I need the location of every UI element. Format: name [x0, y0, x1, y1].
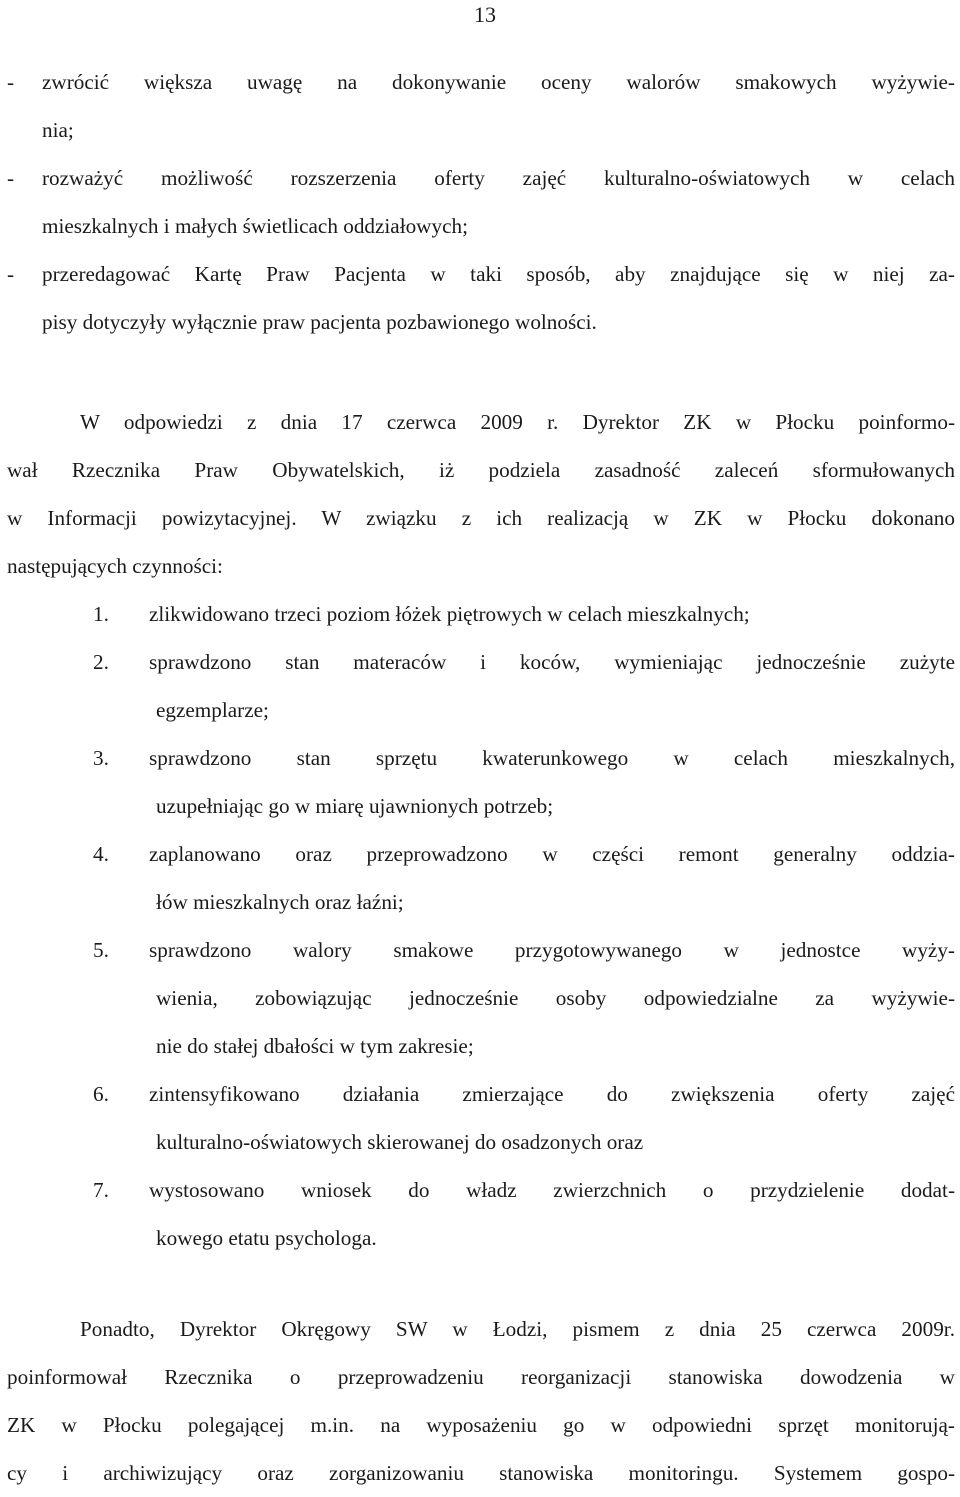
- item-text: sprawdzono walory smakowe przygotowywanego w jednostce wyży-: [149, 938, 955, 962]
- numbered-item: [7, 830, 955, 878]
- item-text: zlikwidowano trzeci poziom łóżek piętrowych w celach mieszkalnych;: [149, 602, 750, 626]
- list-dash: -: [7, 70, 15, 94]
- numbered-item: [7, 590, 955, 638]
- numbered-item: [7, 1070, 955, 1118]
- list-item-continuation: nia;: [42, 118, 74, 142]
- paragraph-line: poinformował Rzecznika o przeprowadzeniu reorganizacji stanowiska dowodzenia w: [7, 1365, 955, 1389]
- item-number: 1.: [93, 602, 109, 626]
- item-number: 7.: [93, 1178, 109, 1202]
- paragraph-line: następujących czynności:: [7, 554, 223, 578]
- paragraph-line: wał Rzecznika Praw Obywatelskich, iż podziela zasadność zaleceń sformułowanych: [7, 458, 955, 482]
- item-continuation: kulturalno-oświatowych skierowanej do osadzonych oraz: [156, 1130, 644, 1154]
- item-number: 5.: [93, 938, 109, 962]
- page-number: 13: [474, 2, 496, 27]
- list-item-text: przeredagować Kartę Praw Pacjenta w taki sposób, aby znajdujące się w niej za-: [42, 262, 955, 286]
- closing-paragraph: [7, 1305, 955, 1497]
- list-item-text: zwrócić większa uwagę na dokonywanie oceny walorów smakowych wyżywie-: [42, 70, 955, 94]
- response-paragraph: [7, 398, 955, 590]
- actions-list: [7, 590, 955, 1262]
- paragraph-line: w Informacji powizytacyjnej. W związku z ich realizacją w ZK w Płocku dokonano: [7, 506, 955, 530]
- item-text: sprawdzono stan sprzętu kwaterunkowego w celach mieszkalnych,: [149, 746, 955, 770]
- item-text: zintensyfikowano działania zmierzające do zwiększenia oferty zajęć: [149, 1082, 955, 1106]
- list-dash: -: [7, 166, 15, 190]
- item-number: 6.: [93, 1082, 109, 1106]
- item-continuation: łów mieszkalnych oraz łaźni;: [156, 890, 404, 914]
- item-continuation: nie do stałej dbałości w tym zakresie;: [156, 1034, 474, 1058]
- item-text: wystosowano wniosek do władz zwierzchnich o przydzielenie dodat-: [149, 1178, 955, 1202]
- numbered-item: [7, 638, 955, 686]
- item-text: sprawdzono stan materaców i koców, wymieniając jednocześnie zużyte: [149, 650, 955, 674]
- item-number: 2.: [93, 650, 109, 674]
- numbered-item: [7, 926, 955, 974]
- item-number: 3.: [93, 746, 109, 770]
- numbered-item: [7, 1166, 955, 1214]
- list-item-continuation: pisy dotyczyły wyłącznie praw pacjenta pozbawionego wolności.: [42, 310, 597, 334]
- numbered-item: [7, 734, 955, 782]
- list-item-continuation: mieszkalnych i małych świetlicach oddziałowych;: [42, 214, 468, 238]
- paragraph-line: Ponadto, Dyrektor Okręgowy SW w Łodzi, pismem z dnia 25 czerwca 2009r.: [80, 1317, 955, 1341]
- list-item: [7, 250, 955, 298]
- list-dash: -: [7, 262, 15, 286]
- item-continuation: kowego etatu psychologa.: [156, 1226, 377, 1250]
- item-continuation: egzemplarze;: [156, 698, 269, 722]
- item-continuation: wienia, zobowiązując jednocześnie osoby odpowiedzialne za wyżywie-: [156, 986, 955, 1010]
- list-item: [7, 58, 955, 106]
- item-number: 4.: [93, 842, 109, 866]
- item-continuation: uzupełniając go w miarę ujawnionych potrzeb;: [156, 794, 554, 818]
- list-item: [7, 154, 955, 202]
- recommendations-list: [7, 58, 955, 346]
- list-item-text: rozważyć możliwość rozszerzenia oferty zajęć kulturalno-oświatowych w celach: [42, 166, 955, 190]
- item-text: zaplanowano oraz przeprowadzono w części remont generalny oddzia-: [149, 842, 955, 866]
- paragraph-line: cy i archiwizujący oraz zorganizowaniu stanowiska monitoringu. Systemem gospo-: [7, 1461, 955, 1485]
- paragraph-line: W odpowiedzi z dnia 17 czerwca 2009 r. Dyrektor ZK w Płocku poinformo-: [80, 410, 955, 434]
- paragraph-line: ZK w Płocku polegającej m.in. na wyposażeniu go w odpowiedni sprzęt monitorują-: [7, 1413, 955, 1437]
